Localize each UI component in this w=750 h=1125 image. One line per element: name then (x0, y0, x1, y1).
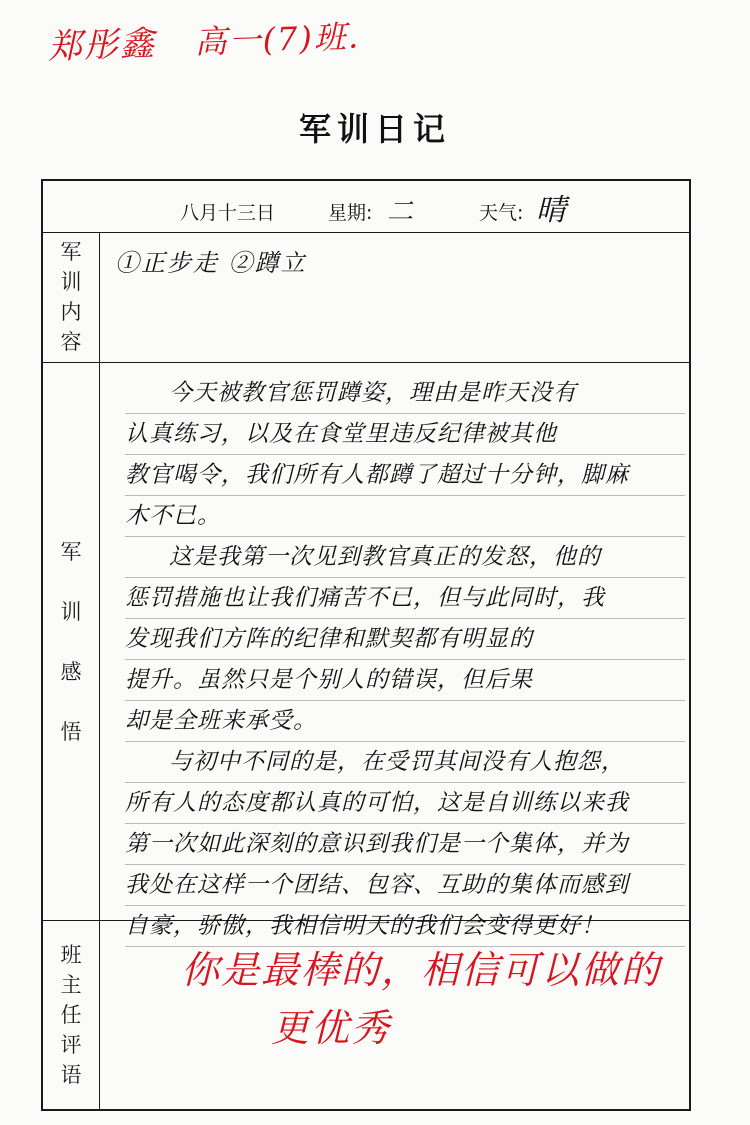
weather-label: 天气: (479, 202, 524, 224)
label-char: 悟 (60, 719, 82, 744)
training-content-text: ①正步走 ②蹲立 (115, 249, 307, 277)
reflection-line: 认真练习，以及在食堂里违反纪律被其他 (125, 421, 557, 447)
reflection-line: 教官喝令，我们所有人都蹲了超过十分钟，脚麻 (125, 462, 629, 488)
reflection-line: 自豪，骄傲，我相信明天的我们会变得更好！ (125, 913, 605, 939)
teacher-comment-row (43, 921, 689, 1109)
training-content-label (43, 233, 100, 362)
reflection-line: 却是全班来承受。 (125, 708, 317, 734)
label-char: 训 (60, 599, 82, 624)
label-char: 军 (60, 539, 82, 564)
date-text: 八月十三日 (180, 202, 276, 224)
label-char: 容 (60, 330, 82, 354)
label-char: 主 (60, 973, 82, 997)
label-char: 语 (60, 1063, 82, 1087)
reflection-line: 第一次如此深刻的意识到我们是一个集体，并为 (125, 831, 629, 857)
label-char: 班 (60, 943, 82, 967)
reflection-line: 这是我第一次见到教官真正的发怒，他的 (169, 544, 601, 570)
reflection-line: 木不已。 (125, 503, 221, 529)
reflection-line: 我处在这样一个团结、包容、互助的集体而感到 (125, 872, 629, 898)
weather-value: 晴 (536, 193, 566, 228)
reflection-line: 与初中不同的是，在受罚其间没有人抱怨， (169, 749, 625, 775)
reflection-line: 所有人的态度都认真的可怕，这是自训练以来我 (125, 790, 629, 816)
teacher-comment-label (43, 921, 100, 1109)
label-char: 训 (60, 270, 82, 294)
label-char: 感 (60, 659, 82, 684)
student-name: 郑彤鑫 (47, 23, 157, 68)
reflection-line: 发现我们方阵的纪律和默契都有明显的 (125, 626, 533, 652)
reflection-line: 提升。虽然只是个别人的错误，但后果 (125, 667, 533, 693)
reflection-line: 今天被教官惩罚蹲姿，理由是昨天没有 (169, 380, 577, 406)
comment-line-2: 更优秀 (271, 1006, 392, 1050)
reflection-row (43, 363, 689, 939)
reflection-line: 惩罚措施也让我们痛苦不已，但与此同时，我 (125, 585, 605, 611)
label-char: 军 (60, 240, 82, 264)
label-char: 内 (60, 300, 82, 324)
label-char: 任 (60, 1003, 82, 1027)
student-class: 高一(7)班. (193, 17, 361, 62)
teacher-comment-text (181, 941, 681, 1057)
handwritten-header (47, 5, 469, 90)
page-title: 军训日记 (298, 110, 451, 148)
label-char: 评 (60, 1033, 82, 1057)
comment-line-1: 你是最棒的，相信可以做的 (181, 948, 662, 992)
training-content-row (43, 233, 689, 363)
date-row (43, 181, 689, 233)
weekday-label: 星期: (328, 202, 373, 224)
reflection-label (43, 363, 100, 920)
diary-table (41, 179, 691, 1111)
weekday-value: 二 (387, 197, 414, 227)
